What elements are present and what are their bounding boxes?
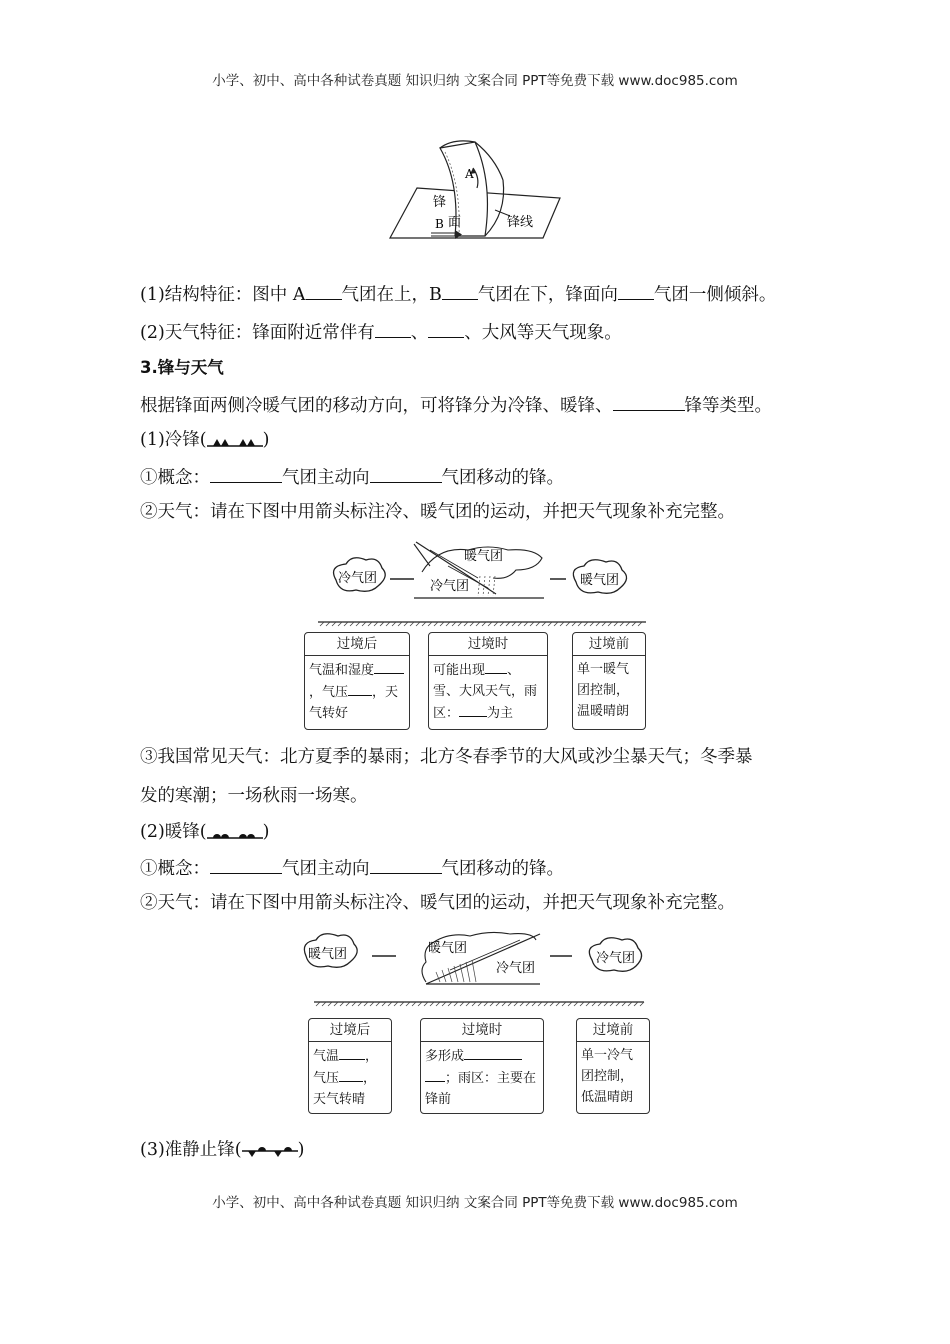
stationary-front-symbol <box>242 1144 298 1158</box>
warm-front-concept: ①概念： 气团主动向 气团移动的锋。 <box>140 855 564 881</box>
box-title: 过境前 <box>573 633 645 656</box>
cold-lower-label: 冷气团 <box>430 579 470 594</box>
warm-front-heading: (2)暖锋( ) <box>140 822 270 842</box>
cold-front-diagram <box>318 536 648 628</box>
cold-left-label: 冷气团 <box>338 571 378 586</box>
warm-left-label: 暖气团 <box>308 947 348 962</box>
cold-front-symbol <box>207 434 263 448</box>
stationary-front-heading: (3)准静止锋( ) <box>140 1140 305 1160</box>
label-front-face-1: 锋 <box>433 195 447 210</box>
cold-front-heading: (1)冷锋( ) <box>140 430 270 450</box>
cold-right-label: 暖气团 <box>580 573 620 588</box>
label-b: B <box>435 217 444 231</box>
warm-upper-label: 暖气团 <box>428 941 468 956</box>
front-structure-diagram <box>385 138 565 246</box>
warm-box-before: 过境前 单一冷气团控制，低温晴朗 <box>576 1018 650 1114</box>
cold-box-during: 过境时 可能出现 、雪、大风天气，雨区： 为主 <box>428 632 548 730</box>
section-intro: 根据锋面两侧冷暖气团的移动方向，可将锋分为冷锋、暖锋、 锋等类型。 <box>140 392 772 418</box>
warm-lower-label: 冷气团 <box>496 961 536 976</box>
box-title: 过境后 <box>305 633 409 656</box>
question-structure: (1)结构特征：图中 A 气团在上，B 气团在下，锋面向 气团一侧倾斜。 <box>140 281 776 307</box>
box-title: 过境时 <box>429 633 547 656</box>
label-front-line: 锋线 <box>507 215 534 230</box>
warm-box-during: 过境时 多形成；雨区：主要在锋前 <box>420 1018 544 1114</box>
warm-front-symbol <box>207 826 263 840</box>
warm-right-label: 冷气团 <box>596 951 636 966</box>
cold-upper-label: 暖气团 <box>464 549 504 564</box>
warm-box-after: 过境后 气温 ，气压 ，天气转晴 <box>308 1018 392 1114</box>
warm-front-diagram <box>300 926 650 1010</box>
label-front-face-2: 面 <box>448 215 462 230</box>
question-weather: (2)天气特征：锋面附近常伴有 、 、大风等天气现象。 <box>140 319 622 345</box>
cold-front-concept: ①概念： 气团主动向 气团移动的锋。 <box>140 464 564 490</box>
section-title: 3.锋与天气 <box>140 358 224 377</box>
box-title: 过境时 <box>421 1019 543 1042</box>
cold-box-after: 过境后 气温和湿度，气压 ，天气转好 <box>304 632 410 730</box>
page-footer: 小学、初中、高中各种试卷真题 知识归纳 文案合同 PPT等免费下载 www.doc985.com <box>212 1195 738 1211</box>
cold-front-common-weather-2: 发的寒潮；一场秋雨一场寒。 <box>140 786 368 806</box>
label-a: A <box>465 167 474 181</box>
cold-front-common-weather-1: ③我国常见天气：北方夏季的暴雨；北方冬春季节的大风或沙尘暴天气；冬季暴 <box>140 747 753 767</box>
page-header: 小学、初中、高中各种试卷真题 知识归纳 文案合同 PPT等免费下载 www.doc985.com <box>212 73 738 89</box>
box-title: 过境前 <box>577 1019 649 1042</box>
cold-box-before: 过境前 单一暖气团控制，温暖晴朗 <box>572 632 646 730</box>
warm-front-weather-instruction: ②天气：请在下图中用箭头标注冷、暖气团的运动，并把天气现象补充完整。 <box>140 893 735 913</box>
box-title: 过境后 <box>309 1019 391 1042</box>
cold-front-weather-instruction: ②天气：请在下图中用箭头标注冷、暖气团的运动，并把天气现象补充完整。 <box>140 502 735 522</box>
